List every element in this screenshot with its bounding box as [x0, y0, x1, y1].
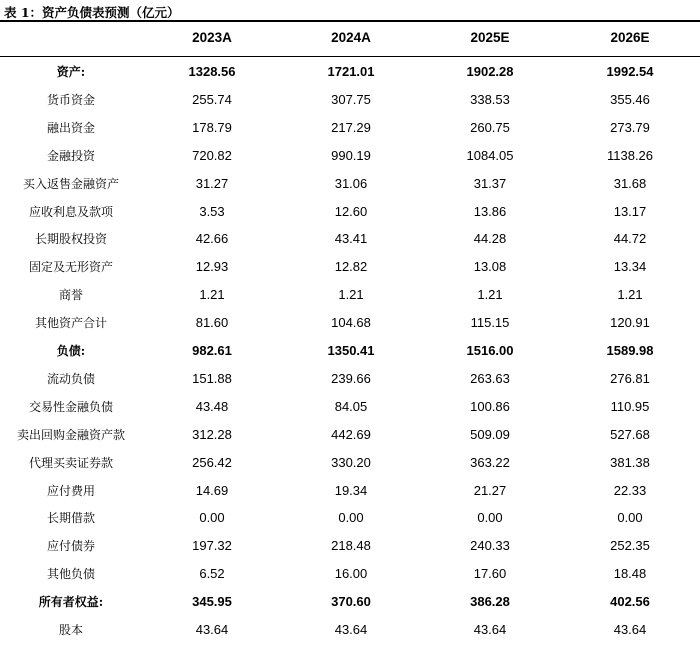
table-cell: 312.28: [192, 426, 232, 442]
table-cell: 1138.26: [606, 147, 654, 163]
table-row: [0, 281, 700, 309]
header-rule: [0, 56, 700, 57]
table-row: [0, 309, 700, 337]
table-cell: 307.75: [331, 91, 371, 107]
row-label: 所有者权益:: [38, 595, 104, 610]
table-cell: 115.15: [470, 315, 510, 331]
table-cell: 363.22: [470, 454, 510, 470]
table-cell: 0.00: [477, 510, 503, 526]
table-cell: 381.38: [610, 454, 650, 470]
table-cell: 527.68: [610, 426, 650, 442]
table-cell: 43.64: [334, 622, 368, 637]
table-row: [0, 393, 700, 421]
table-cell: 120.91: [610, 315, 650, 331]
table-cell: 43.64: [473, 622, 507, 637]
table-row: [0, 560, 700, 588]
table-row: [0, 58, 700, 86]
table-cell: 0.00: [338, 510, 364, 526]
row-label: 长期借款: [46, 511, 95, 526]
table-cell: 263.63: [470, 370, 510, 386]
table-cell: 240.33: [470, 538, 510, 554]
table-cell: 0.00: [617, 510, 643, 526]
row-label: 商誉: [58, 288, 83, 303]
table-row: [0, 588, 700, 616]
table-cell: 44.28: [473, 231, 507, 247]
row-label: 资产:: [56, 65, 86, 79]
table-cell: 330.20: [331, 454, 371, 470]
table-cell: 104.68: [331, 315, 371, 331]
table-cell: 178.79: [192, 119, 232, 135]
table-row: [0, 421, 700, 449]
table-cell: 402.56: [610, 594, 650, 610]
table-cell: 31.06: [334, 175, 368, 191]
table-cell: 31.27: [195, 175, 229, 191]
table-cell: 16.00: [334, 566, 368, 582]
row-label: 金融投资: [46, 148, 95, 163]
table-cell: 151.88: [192, 370, 232, 386]
row-label: 股本: [58, 623, 83, 637]
table-cell: 31.68: [613, 175, 647, 191]
table-cell: 990.19: [331, 147, 371, 163]
table-cell: 256.42: [192, 454, 232, 470]
table-cell: 12.82: [334, 259, 368, 275]
table-cell: 1902.28: [466, 64, 514, 79]
table-cell: 386.28: [470, 594, 510, 610]
column-header: 2025E: [470, 30, 510, 45]
table-row: [0, 170, 700, 198]
table-row: [0, 616, 700, 644]
table-cell: 982.61: [192, 343, 232, 358]
row-label: 负债:: [56, 344, 86, 358]
table-title: 表 1：资产负债表预测（亿元）: [4, 5, 180, 20]
top-rule: [0, 20, 700, 22]
table-cell: 442.69: [331, 426, 371, 442]
table-cell: 370.60: [331, 594, 371, 610]
table-cell: 6.52: [199, 566, 225, 582]
table-cell: 1.21: [477, 287, 503, 303]
table-cell: 22.33: [613, 482, 647, 498]
table-cell: 19.34: [334, 482, 368, 498]
row-label: 买入返售金融资产: [22, 176, 119, 191]
table-cell: 13.08: [473, 259, 507, 275]
table-cell: 1516.00: [466, 343, 514, 358]
header-row: [0, 24, 700, 52]
table-cell: 1084.05: [466, 147, 514, 163]
table-cell: 255.74: [192, 91, 232, 107]
row-label: 固定及无形资产: [28, 260, 113, 275]
table-cell: 217.29: [331, 119, 371, 135]
table-cell: 100.86: [470, 398, 510, 414]
row-label: 长期股权投资: [34, 232, 107, 247]
table-cell: 260.75: [470, 119, 510, 135]
table-cell: 338.53: [470, 91, 510, 107]
table-cell: 81.60: [195, 315, 229, 331]
table-cell: 720.82: [192, 147, 232, 163]
table-row: [0, 142, 700, 170]
table-row: [0, 449, 700, 477]
row-label: 卖出回购金融资产款: [16, 427, 125, 442]
row-label: 融出资金: [46, 120, 95, 135]
table-cell: 1.21: [617, 287, 643, 303]
table-row: [0, 225, 700, 253]
table-cell: 0.00: [199, 510, 225, 526]
table-cell: 43.64: [195, 622, 229, 637]
table-cell: 18.48: [613, 566, 647, 582]
table-cell: 44.72: [613, 231, 647, 247]
table-cell: 252.35: [610, 538, 650, 554]
table-cell: 1.21: [199, 287, 225, 303]
table-cell: 42.66: [195, 231, 229, 247]
table-row: [0, 532, 700, 560]
table-row: [0, 337, 700, 365]
table-row: [0, 504, 700, 532]
table-cell: 1992.54: [606, 64, 654, 79]
row-label: 其他负债: [46, 567, 95, 582]
table-cell: 1589.98: [606, 343, 654, 358]
row-label: 交易性金融负债: [28, 399, 113, 414]
table-cell: 43.48: [195, 398, 229, 414]
table-cell: 345.95: [192, 594, 232, 610]
table-row: [0, 365, 700, 393]
table-cell: 197.32: [192, 538, 232, 554]
table-row: [0, 114, 700, 142]
table-cell: 12.60: [334, 203, 368, 219]
table-row: [0, 253, 700, 281]
table-cell: 12.93: [195, 259, 229, 275]
row-label: 应付费用: [46, 483, 95, 498]
table-cell: 1350.41: [327, 343, 375, 358]
table-cell: 218.48: [331, 538, 371, 554]
table-cell: 355.46: [610, 91, 650, 107]
row-label: 代理买卖证券款: [28, 455, 113, 470]
table-cell: 14.69: [195, 482, 229, 498]
table-cell: 239.66: [331, 370, 371, 386]
table-cell: 1721.01: [327, 64, 375, 79]
row-label: 应付债券: [46, 539, 95, 554]
row-label: 货币资金: [46, 92, 95, 107]
table-row: [0, 198, 700, 226]
column-header: 2024A: [331, 30, 371, 45]
row-label: 其他资产合计: [34, 316, 107, 331]
table-cell: 3.53: [199, 203, 225, 219]
table-cell: 43.41: [334, 231, 368, 247]
table-cell: 273.79: [610, 119, 650, 135]
table-cell: 31.37: [473, 175, 507, 191]
table-cell: 1.21: [338, 287, 364, 303]
row-label: 流动负债: [46, 371, 95, 386]
table-cell: 84.05: [334, 398, 368, 414]
table-cell: 276.81: [610, 370, 650, 386]
table-row: [0, 86, 700, 114]
table-cell: 1328.56: [188, 64, 236, 79]
table-cell: 13.86: [473, 203, 507, 219]
table-cell: 110.95: [610, 398, 650, 414]
table-cell: 17.60: [473, 566, 507, 582]
row-label: 应收利息及款项: [28, 204, 113, 219]
table-cell: 43.64: [613, 622, 647, 637]
table-cell: 13.17: [613, 203, 647, 219]
table-cell: 509.09: [470, 426, 510, 442]
column-header: 2023A: [192, 30, 232, 45]
column-header: 2026E: [610, 30, 650, 45]
table-row: [0, 477, 700, 505]
table-cell: 13.34: [613, 259, 647, 275]
table-cell: 21.27: [473, 482, 507, 498]
